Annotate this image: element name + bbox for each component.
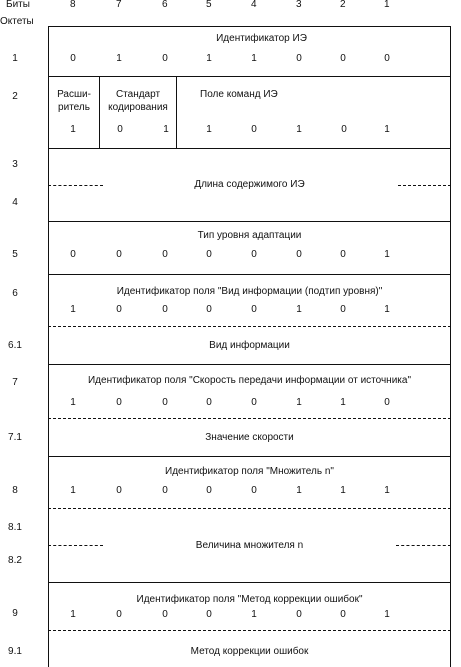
octet-number: 9.1 — [8, 646, 22, 657]
aal-type-title: Тип уровня адаптации — [197, 230, 302, 241]
bit-value: 1 — [206, 53, 212, 64]
octet-number: 6 — [12, 288, 18, 299]
bit-value: 0 — [116, 609, 122, 620]
row-divider — [48, 26, 451, 27]
bit-value: 0 — [206, 609, 212, 620]
ie-command-bit: 0 — [251, 124, 257, 135]
bit-value: 0 — [162, 609, 168, 620]
row-divider — [48, 456, 451, 457]
bit-value: 1 — [384, 609, 390, 620]
bit-number: 1 — [384, 0, 390, 10]
octets-label: Октеты — [0, 16, 34, 27]
bit-value: 0 — [70, 249, 76, 260]
extension-divider — [48, 418, 451, 419]
octet-number: 4 — [12, 197, 18, 208]
rate-value-title: Значение скорости — [205, 432, 294, 443]
bit-value: 0 — [206, 397, 212, 408]
bit-value: 1 — [340, 485, 346, 496]
info-type-field-id-bits — [48, 304, 451, 318]
bit-value: 0 — [162, 304, 168, 315]
bit-value: 0 — [340, 609, 346, 620]
ie-command-bit: 0 — [341, 124, 347, 135]
bit-value: 0 — [251, 304, 257, 315]
bit-value: 1 — [296, 485, 302, 496]
row-divider — [48, 148, 451, 149]
ie-content-length-title: Длина содержимого ИЭ — [194, 179, 305, 190]
row-divider — [48, 76, 451, 77]
bit-value: 0 — [296, 53, 302, 64]
bit-value: 0 — [116, 485, 122, 496]
ie-command-bit: 1 — [384, 124, 390, 135]
ie-identifier-bits — [48, 53, 451, 67]
bit-value: 1 — [384, 304, 390, 315]
multiplier-field-id-text: Идентификатор поля "Множитель n" — [165, 466, 334, 477]
bit-value: 0 — [116, 304, 122, 315]
bit-value: 1 — [251, 609, 257, 620]
ie-command-bit: 1 — [296, 124, 302, 135]
bit-value: 0 — [251, 485, 257, 496]
error-correction-field-id-title: Идентификатор поля "Метод коррекции ошибок" — [136, 594, 363, 605]
bit-value: 0 — [206, 249, 212, 260]
bit-value: 1 — [340, 397, 346, 408]
coding-standard-bit: 0 — [117, 124, 123, 135]
coding-standard-bit: 1 — [163, 124, 169, 135]
octet-number: 5 — [12, 249, 18, 260]
coding-standard-title: Стандарт кодирования — [108, 89, 168, 113]
bits-label: Биты — [6, 0, 30, 10]
bit-value: 1 — [70, 609, 76, 620]
bit-value: 0 — [116, 397, 122, 408]
octet-number: 7.1 — [8, 432, 22, 443]
extension-divider — [48, 508, 451, 509]
octet-number: 1 — [12, 53, 18, 64]
bit-value: 0 — [251, 397, 257, 408]
bit-value: 0 — [251, 249, 257, 260]
bit-value: 0 — [296, 609, 302, 620]
bit-value: 1 — [116, 53, 122, 64]
octet-number: 2 — [12, 91, 18, 102]
aal-type-bits — [48, 249, 451, 263]
info-type-title: Вид информации — [209, 340, 290, 351]
bit-value: 1 — [70, 485, 76, 496]
bit-value: 0 — [206, 304, 212, 315]
bit-number: 3 — [296, 0, 302, 10]
bit-value: 1 — [70, 397, 76, 408]
octet-number: 6.1 — [8, 340, 22, 351]
error-correction-method-title: Метод коррекции ошибок — [190, 646, 309, 657]
bit-number: 4 — [251, 0, 257, 10]
ie-command-field-title: Поле команд ИЭ — [200, 89, 278, 100]
bit-value: 0 — [296, 249, 302, 260]
source-rate-field-id-bits — [48, 397, 451, 411]
bit-number: 6 — [162, 0, 168, 10]
bit-value: 0 — [162, 485, 168, 496]
bit-value: 1 — [384, 485, 390, 496]
bit-value: 1 — [296, 397, 302, 408]
bit-value: 1 — [384, 249, 390, 260]
row-divider — [48, 364, 451, 365]
info-type-field-id-title: Идентификатор поля "Вид информации (подтип уровня)" — [116, 286, 383, 297]
extension-title: Расши- ритель — [57, 89, 91, 113]
bit-value: 1 — [251, 53, 257, 64]
extension-bit: 1 — [70, 124, 76, 135]
extension-divider — [48, 326, 451, 327]
bit-value: 1 — [296, 304, 302, 315]
octet-number: 8 — [12, 485, 18, 496]
octet-number: 8.2 — [8, 555, 22, 566]
row-divider — [48, 221, 451, 222]
row-divider — [48, 582, 451, 583]
bit-value: 0 — [116, 249, 122, 260]
bit-value: 0 — [340, 249, 346, 260]
error-correction-field-id-bits — [48, 609, 451, 623]
bit-number: 7 — [116, 0, 122, 10]
bit-value: 0 — [206, 485, 212, 496]
octet-number: 8.1 — [8, 522, 22, 533]
bit-value: 0 — [340, 53, 346, 64]
octet-number: 7 — [12, 377, 18, 388]
bit-number: 2 — [340, 0, 346, 10]
bit-value: 0 — [162, 249, 168, 260]
octet2-bits — [48, 124, 451, 138]
bit-value: 0 — [70, 53, 76, 64]
bit-value: 0 — [384, 397, 390, 408]
source-rate-field-id-title: Идентификатор поля "Скорость передачи информации от источника" — [87, 375, 411, 386]
octet-number: 9 — [12, 608, 18, 619]
bit-number: 5 — [206, 0, 212, 10]
row-divider — [48, 274, 451, 275]
bit-value: 0 — [162, 53, 168, 64]
bit-value: 0 — [162, 397, 168, 408]
extension-divider — [48, 630, 451, 631]
ie-command-bit: 1 — [206, 124, 212, 135]
bit-value: 0 — [384, 53, 390, 64]
multiplier-value-title: Величина множителя n — [195, 540, 304, 551]
multiplier-field-id-title — [48, 466, 451, 477]
bit-value: 0 — [340, 304, 346, 315]
bit-number: 8 — [70, 0, 76, 10]
octet-number: 3 — [12, 159, 18, 170]
multiplier-field-id-bits — [48, 485, 451, 499]
ie-identifier-title: Идентификатор ИЭ — [216, 33, 307, 44]
bit-value: 1 — [70, 304, 76, 315]
